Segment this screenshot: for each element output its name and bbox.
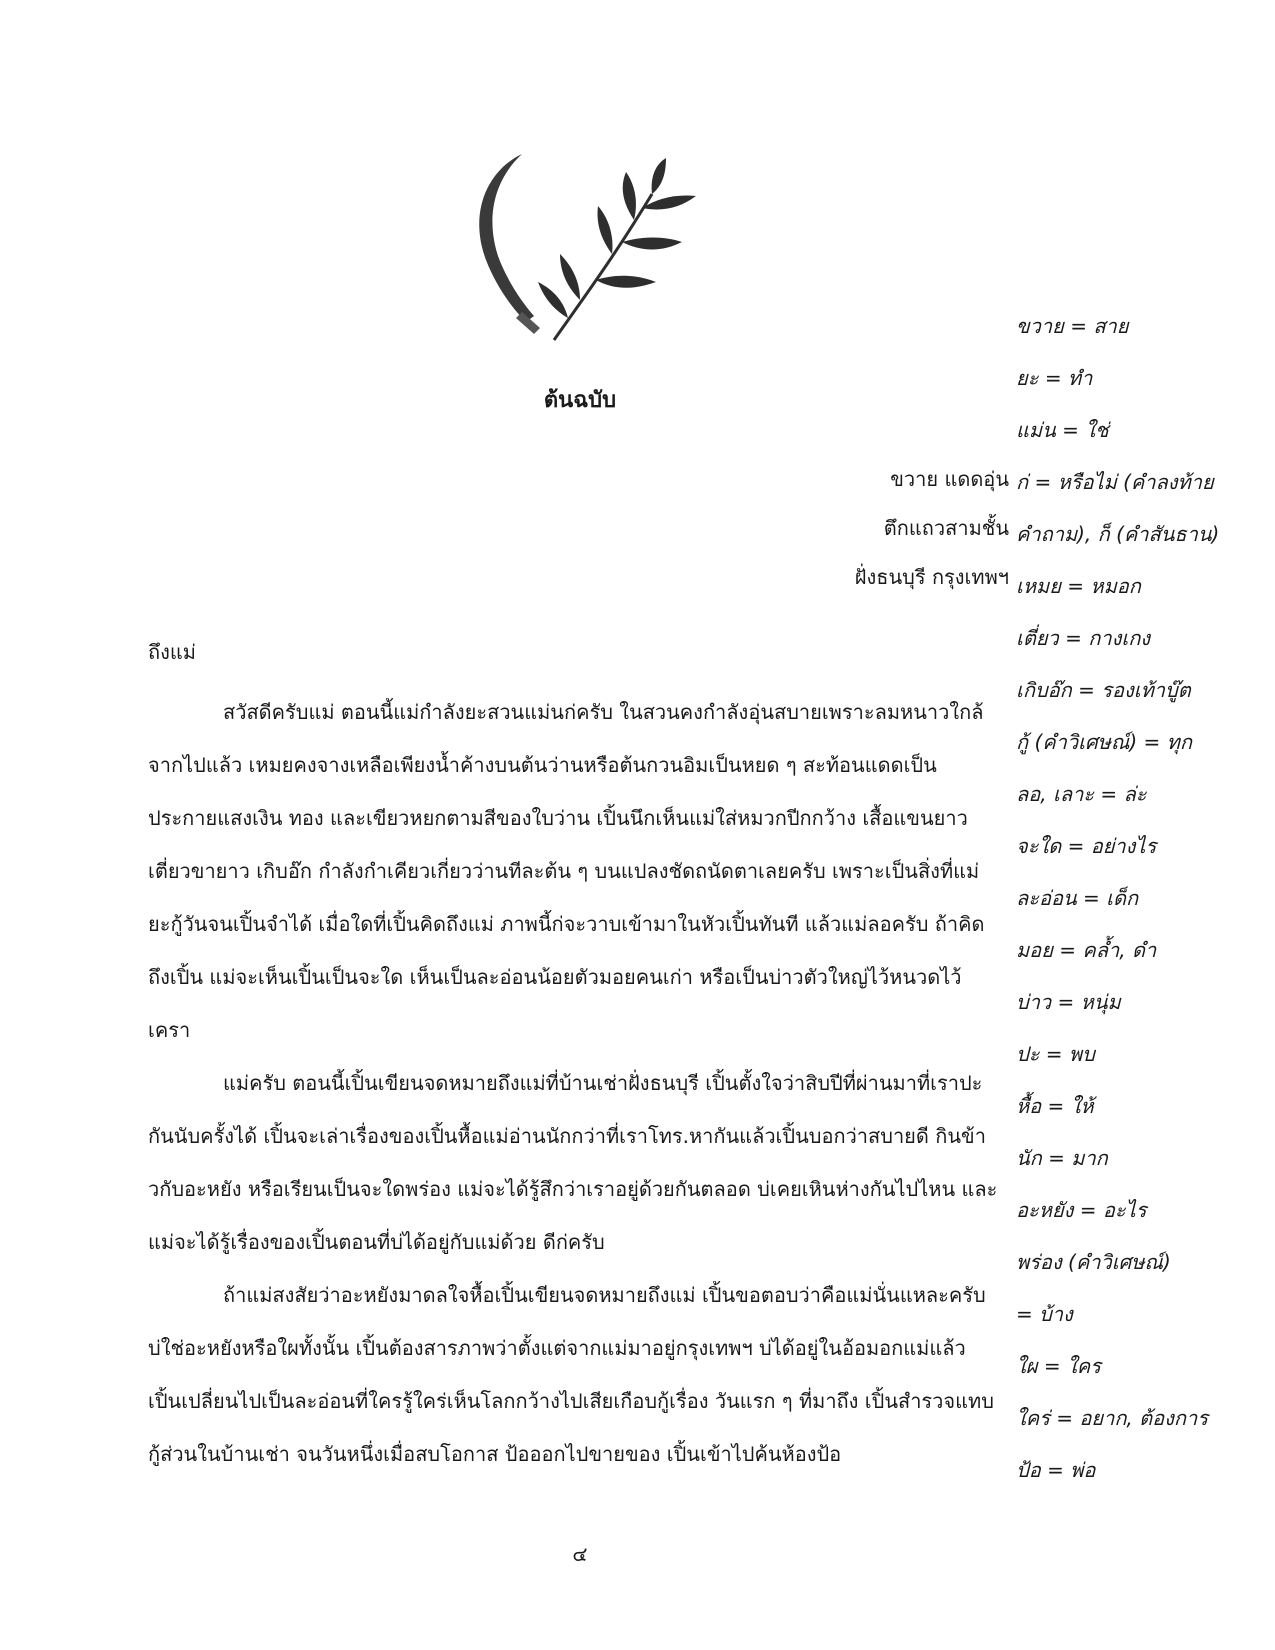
page-number: ๔ xyxy=(572,1542,588,1566)
salutation: ถึงแม่ xyxy=(148,640,196,664)
paragraph: ถ้าแม่สงสัยว่าอะหยังมาดลใจหื้อเปิ้นเขียนจดหมายถึงแม่ เปิ้นขอตอบว่าคือแม่นั่นแหละครับ บ่ใช่อะหยังหรือใผทั้งนั้น เปิ้นต้องสารภาพว่าตั้งแต่จากแม่มาอยู่กรุงเทพฯ บ่ได้อยู่ในอ้อมอกแม่แล้ว เปิ้นเปลี่ยนไปเป็นละอ่อนที่ใครรู้ใคร่เห็นโลกกว้างไปเสียเกือบกู้เรื่อง วันแรก ๆ ที่มาถึง เปิ้นสำรวจแทบกู้ส่วนในบ้านเช่า จนวันหนึ่งเมื่อสบโอกาส ป้อออกไปขายของ เปิ้นเข้าไปค้นห้องป้อ xyxy=(148,1283,994,1466)
glossary-entry: ใคร่ = อยาก, ต้องการ xyxy=(1016,1406,1208,1430)
glossary-entry: ป้อ = พ่อ xyxy=(1016,1458,1096,1482)
glossary-entry: ปะ = พบ xyxy=(1016,1042,1095,1066)
glossary-entry: = บ้าง xyxy=(1016,1302,1073,1326)
address-line-name: ขวาย แดดอุ่น xyxy=(890,467,1009,491)
glossary-entry: คำถาม), ก็ (คำสันธาน) xyxy=(1016,522,1220,546)
leaf-branch-icon xyxy=(538,158,696,340)
glossary-entry: มอย = คล้ำ, ดำ xyxy=(1016,938,1157,962)
glossary-entry: แม่น = ใช่ xyxy=(1016,418,1109,442)
sickle-and-leaves-illustration xyxy=(462,150,702,350)
glossary-entry: ขวาย = สาย xyxy=(1016,314,1129,338)
sickle-icon xyxy=(479,154,540,334)
glossary-entry: ยะ = ทำ xyxy=(1016,366,1093,390)
glossary-sidebar xyxy=(1016,300,1266,1496)
glossary-entry: นัก = มาก xyxy=(1016,1146,1108,1170)
glossary-entry: ก่ = หรือไม่ (คำลงท้าย xyxy=(1016,470,1214,494)
glossary-entry: ใผ = ใคร xyxy=(1016,1354,1101,1378)
sender-address xyxy=(855,455,1009,602)
glossary-entry: กู้ (คำวิเศษณ์) = ทุก xyxy=(1016,730,1192,754)
letter-body xyxy=(148,686,1000,1481)
glossary-entry: หื้อ = ให้ xyxy=(1016,1094,1094,1118)
glossary-entry: จะใด = อย่างไร xyxy=(1016,834,1157,858)
glossary-entry: เตี่ยว = กางเกง xyxy=(1016,626,1151,650)
glossary-entry: ลอ, เลาะ = ล่ะ xyxy=(1016,782,1147,806)
document-title: ต้นฉบับ xyxy=(543,388,617,413)
address-line-city: ฝั่งธนบุรี กรุงเทพฯ xyxy=(854,565,1009,589)
glossary-entry: บ่าว = หนุ่ม xyxy=(1016,990,1121,1014)
paragraph: สวัสดีครับแม่ ตอนนี้แม่กำลังยะสวนแม่นก่ครับ ในสวนคงกำลังอุ่นสบายเพราะลมหนาวใกล้จากไปแล้ว เหมยคงจางเหลือเพียงน้ำค้างบนต้นว่านหรือต้นกวนอิมเป็นหยด ๆ สะท้อนแดดเป็นประกายแสงเงิน ทอง และเขียวหยกตามสีของใบว่าน เปิ้นนึกเห็นแม่ใส่หมวกปีกกว้าง เสื้อแขนยาว เตี่ยวขายาว เกิบอ๊ก กำลังกำเคียวเกี่ยวว่านทีละต้น ๆ บนแปลงชัดถนัดตาเลยครับ เพราะเป็นสิ่งที่แม่ยะกู้วันจนเปิ้นจำได้ เมื่อใดที่เปิ้นคิดถึงแม่ ภาพนี้ก่จะวาบเข้ามาในหัวเปิ้นทันที แล้วแม่ลอครับ ถ้าคิดถึงเปิ้น แม่จะเห็นเปิ้นเป็นจะใด เห็นเป็นละอ่อนน้อยตัวมอยคนเก่า หรือเป็นบ่าวตัวใหญ่ไว้หนวดไว้เครา xyxy=(148,700,985,1042)
address-line-building: ตึกแถวสามชั้น xyxy=(883,516,1009,540)
paragraph: แม่ครับ ตอนนี้เปิ้นเขียนจดหมายถึงแม่ที่บ้านเช่าฝั่งธนบุรี เปิ้นตั้งใจว่าสิบปีที่ผ่านมาที่เราปะกันนับครั้งได้ เปิ้นจะเล่าเรื่องของเปิ้นหื้อแม่อ่านนักกว่าที่เราโทร.หากันแล้วเปิ้นบอกว่าสบายดี กินข้าวกับอะหยัง หรือเรียนเป็นจะใดพร่อง แม่จะได้รู้สึกว่าเราอยู่ด้วยกันตลอด บ่เคยเหินห่างกันไปไหน และแม่จะได้รู้เรื่องของเปิ้นตอนที่บ่ได้อยู่กับแม่ด้วย ดีก่ครับ xyxy=(148,1071,998,1254)
glossary-entry: เกิบอ๊ก = รองเท้าบู๊ต xyxy=(1016,678,1191,702)
glossary-entry: อะหยัง = อะไร xyxy=(1016,1198,1147,1222)
glossary-entry: พร่อง (คำวิเศษณ์) xyxy=(1016,1250,1171,1274)
glossary-entry: ละอ่อน = เด็ก xyxy=(1016,886,1139,910)
glossary-entry: เหมย = หมอก xyxy=(1016,574,1141,598)
